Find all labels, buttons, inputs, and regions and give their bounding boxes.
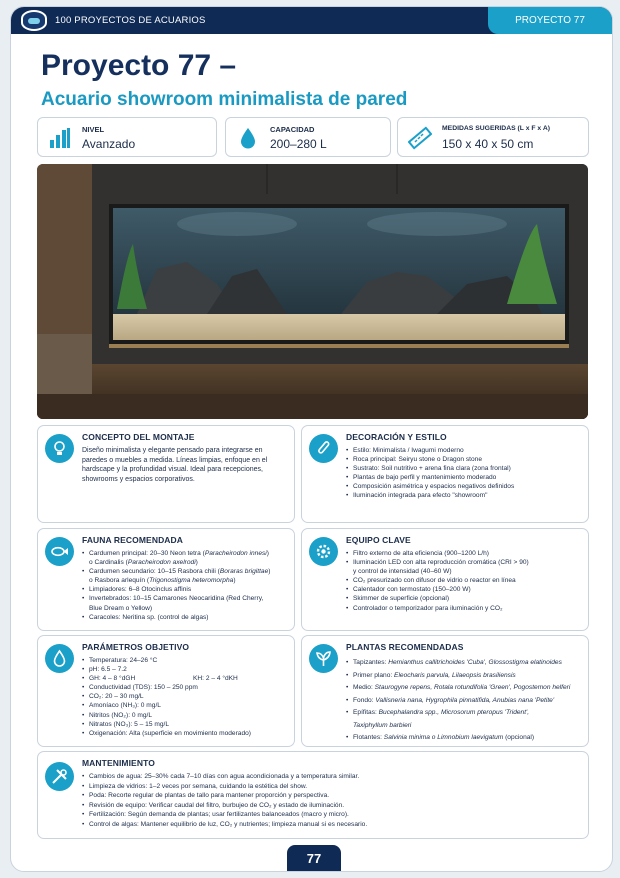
fauna-heading: FAUNA RECOMENDADA — [82, 535, 184, 545]
list-item: Taxiphyllum barbieri — [353, 721, 412, 729]
page — [10, 6, 613, 872]
list-item: • Sustrato: Soil nutritivo + arena fina clara (zona frontal) — [346, 464, 584, 473]
list-item: • Cardumen principal: 20–30 Neon tetra (Paracheirodon innesi) — [82, 549, 290, 558]
list-item: • Conductividad (TDS): 150 – 250 ppm — [82, 683, 290, 692]
fish-icon — [45, 537, 74, 566]
list-item: • Plantas de bajo perfil y mantenimiento moderado — [346, 473, 584, 482]
list-item: Blue Dream o Yellow) — [89, 604, 153, 612]
list-item: • Limpieza de vidrios: 1–2 veces por semana, cuidando la estética del show. — [82, 782, 584, 792]
decor-card — [301, 425, 589, 523]
fauna-list — [82, 549, 290, 622]
list-item: y control de intensidad (40–60 W) — [353, 568, 452, 576]
leaf-icon — [309, 644, 338, 673]
page-subtitle: Acuario showroom minimalista de pared — [41, 89, 408, 110]
list-item: o Cardinalis (Paracheirodon axelrodi) — [89, 559, 198, 567]
list-item: • GH: 4 – 8 °dGH KH: 2 – 4 °dKH — [82, 674, 290, 683]
list-item: • Caracoles: Neritina sp. (control de algas) — [82, 613, 290, 622]
capacity-value: 200–280 L — [270, 137, 327, 151]
maintenance-heading: MANTENIMIENTO — [82, 758, 155, 768]
equipment-heading: EQUIPO CLAVE — [346, 535, 411, 545]
decor-heading: DECORACIÓN Y ESTILO — [346, 432, 447, 442]
gear-icon — [309, 537, 338, 566]
brush-icon — [309, 434, 338, 463]
list-item: • Fertilización: Según demanda de plantas; usar fertilizantes balanceados (macro y micro). — [82, 810, 584, 820]
level-label: NIVEL — [82, 125, 105, 134]
list-item: • Roca principal: Seiryu stone o Dragon stone — [346, 455, 584, 464]
water-drop-icon — [236, 126, 260, 150]
bar-chart-icon — [48, 126, 72, 150]
size-stat — [397, 117, 589, 157]
list-item: • CO₂: 20 – 30 mg/L — [82, 692, 290, 701]
project-badge: PROYECTO 77 — [488, 7, 612, 34]
list-item: • Control de algas: Mantener equilibrio de luz, CO₂ y nutrientes; limpieza manual si es necesario. — [82, 820, 584, 830]
list-item: • Cambios de agua: 25–30% cada 7–10 días con agua acondicionada y a temperatura similar. — [82, 772, 584, 782]
list-item: • Primer plano: Eleocharis parvula, Lilaeopsis brasiliensis — [346, 670, 584, 683]
list-item: • Poda: Recorte regular de plantas de tallo para mantener proporción y perspectiva. — [82, 791, 584, 801]
params-list — [82, 656, 290, 738]
fauna-card — [37, 528, 295, 631]
list-item: • Controlador o temporizador para iluminación y CO₂ — [346, 604, 584, 613]
size-label: MEDIDAS SUGERIDAS (L x F x A) — [442, 125, 551, 132]
page-number: 77 — [287, 845, 341, 872]
list-item: • Limpiadores: 6–8 Otocinclus affinis — [82, 585, 290, 594]
decor-list — [346, 446, 584, 501]
aquarium-photo — [37, 164, 588, 419]
list-item: • Calentador con termostato (150–200 W) — [346, 585, 584, 594]
capacity-label: CAPACIDAD — [270, 125, 315, 134]
list-item: • Medio: Staurogyne repens, Rotala rotundifolia 'Green', Pogostemon helferi — [346, 682, 584, 695]
list-item: • Iluminación LED con alta reproducción cromática (CRI > 90) — [346, 558, 584, 567]
lightbulb-icon — [45, 434, 74, 463]
maintenance-list — [82, 772, 584, 830]
list-item: o Rasbora arlequín (Trigonostigma heteromorpha) — [89, 577, 236, 585]
list-item: • Oxigenación: Alta (superficie en movimiento moderado) — [82, 729, 290, 738]
params-heading: PARÁMETROS OBJETIVO — [82, 642, 190, 652]
list-item: • pH: 6.5 – 7.2 — [82, 665, 290, 674]
plants-list — [346, 657, 584, 745]
ruler-icon — [408, 126, 432, 150]
list-item: • Fondo: Vallisneria nana, Hygrophila pinnatifida, Anubias nana 'Petite' — [346, 695, 584, 708]
list-item: • Skimmer de superficie (opcional) — [346, 594, 584, 603]
maintenance-card — [37, 751, 589, 839]
list-item: • Revisión de equipo: Verificar caudal del filtro, burbujeo de CO₂ y estado de iluminación. — [82, 801, 584, 811]
equipment-card — [301, 528, 589, 631]
list-item: • Composición asimétrica y espacios negativos definidos — [346, 482, 584, 491]
plants-card — [301, 635, 589, 747]
concept-heading: CONCEPTO DEL MONTAJE — [82, 432, 195, 442]
params-card — [37, 635, 295, 747]
list-item: • Epífitas: Bucephalandra spp., Microsorum pteropus 'Trident', — [346, 707, 584, 720]
level-value: Avanzado — [82, 137, 136, 151]
list-item: • Amoníaco (NH₃): 0 mg/L — [82, 701, 290, 710]
size-value: 150 x 40 x 50 cm — [442, 137, 534, 151]
page-title: Proyecto 77 – — [41, 49, 237, 82]
list-item: • Tapizantes: Hemianthus callitrichoides 'Cuba', Glossostigma elatinoides — [346, 657, 584, 670]
list-item: • CO₂ presurizado con difusor de vidrio o reactor en línea — [346, 576, 584, 585]
list-item: • Flotantes: Salvinia minima o Limnobium laevigatum (opcional) — [346, 732, 584, 745]
series-title: 100 PROYECTOS DE ACUARIOS — [55, 15, 206, 26]
tools-icon — [45, 762, 74, 791]
list-item: • Filtro externo de alta eficiencia (900–1200 L/h) — [346, 549, 584, 558]
plants-heading: PLANTAS RECOMENDADAS — [346, 642, 464, 652]
concept-text: Diseño minimalista y elegante pensado para integrarse en paredes o muebles a medida. Líneas limpias, enfoque en el hardscape y la profundidad visual. Ideal para recepciones, showrooms y espacios corporativos. — [82, 447, 268, 484]
list-item: • Temperatura: 24–26 °C — [82, 656, 290, 665]
list-item: • Cardumen secundario: 10–15 Rasbora chili (Boraras brigittae) — [82, 567, 290, 576]
list-item: • Invertebrados: 10–15 Camarones Neocaridina (Red Cherry, — [82, 594, 290, 603]
concept-card — [37, 425, 295, 523]
list-item: • Nitritos (NO₂): 0 mg/L — [82, 711, 290, 720]
list-item: • Estilo: Minimalista / Iwagumi moderno — [346, 446, 584, 455]
list-item: • Iluminación integrada para efecto "showroom" — [346, 491, 584, 500]
level-stat — [37, 117, 217, 157]
drop-icon — [45, 644, 74, 673]
list-item: • Nitratos (NO₃): 5 – 15 mg/L — [82, 720, 290, 729]
capacity-stat — [225, 117, 391, 157]
fish-logo-icon — [21, 10, 47, 31]
equipment-list — [346, 549, 584, 613]
